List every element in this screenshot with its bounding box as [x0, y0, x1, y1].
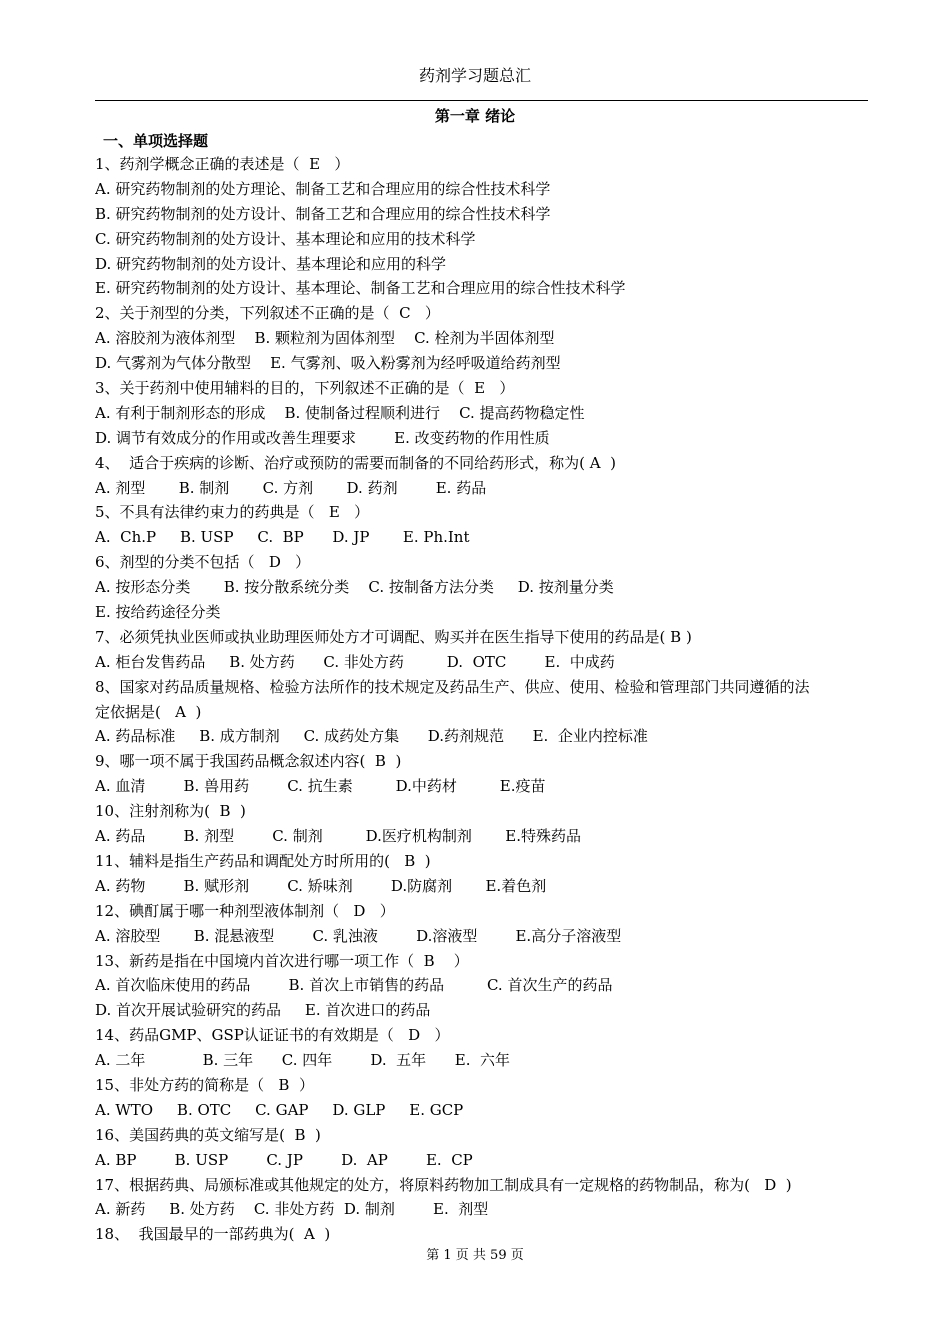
document-header-title: 药剂学习题总汇 — [418, 66, 531, 85]
text-line: 17、根据药典、局颁标准或其他规定的处方，将原料药物加工制成具有一定规格的药物制品，称为( D ) — [95, 1175, 792, 1194]
text-line: A. 首次临床使用的药品 B. 首次上市销售的药品 C. 首次生产的药品 — [95, 976, 613, 995]
text-line: 15、非处方药的简称是（ B ） — [95, 1075, 314, 1094]
text-line: 3、关于药剂中使用辅料的目的，下列叙述不正确的是（ E ） — [95, 379, 515, 398]
text-line: A. 新药 B. 处方药 C. 非处方药 D. 制剂 E. 剂型 — [95, 1200, 489, 1219]
text-line: 8、国家对药品质量规格、检验方法所作的技术规定及药品生产、供应、使用、检验和管理部门共同遵循的法 — [95, 677, 810, 696]
text-line: D. 气雾剂为气体分散型 E. 气雾剂、吸入粉雾剂为经呼吸道给药剂型 — [95, 354, 561, 373]
text-line: 2、关于剂型的分类，下列叙述不正确的是（ C ） — [95, 304, 440, 323]
text-line: A. 二年 B. 三年 C. 四年 D. 五年 E. 六年 — [95, 1051, 511, 1070]
text-line: A. 剂型 B. 制剂 C. 方剂 D. 药剂 E. 药品 — [95, 478, 487, 497]
text-line: A. Ch.P B. USP C. BP D. JP E. Ph.Int — [95, 528, 470, 547]
text-line: A. 溶胶剂为液体剂型 B. 颗粒剂为固体剂型 C. 栓剂为半固体剂型 — [95, 329, 555, 348]
text-line: 6、剂型的分类不包括（ D ） — [95, 553, 311, 572]
text-line: B. 研究药物制剂的处方设计、制备工艺和合理应用的综合性技术科学 — [95, 204, 551, 223]
text-line: 12、碘酊属于哪一种剂型液体制剂（ D ） — [95, 901, 395, 920]
text-line: 10、注射剂称为( B ) — [95, 802, 246, 821]
text-line: 18、 我国最早的一部药典为( A ) — [95, 1225, 331, 1244]
text-line: C. 研究药物制剂的处方设计、基本理论和应用的技术科学 — [95, 229, 476, 248]
text-line: 7、必须凭执业医师或执业助理医师处方才可调配、购买并在医生指导下使用的药品是( B ) — [95, 627, 692, 646]
text-line: A. 有利于制剂形态的形成 B. 使制备过程顺利进行 C. 提高药物稳定性 — [95, 403, 585, 422]
text-line: A. 研究药物制剂的处方理论、制备工艺和合理应用的综合性技术科学 — [95, 179, 551, 198]
text-line: 定依据是( A ) — [95, 702, 202, 721]
text-line: A. 药品 B. 剂型 C. 制剂 D.医疗机构制剂 E.特殊药品 — [95, 827, 581, 846]
text-line: A. 柜台发售药品 B. 处方药 C. 非处方药 D. OTC E. 中成药 — [95, 652, 615, 671]
text-line: D. 首次开展试验研究的药品 E. 首次进口的药品 — [95, 1001, 431, 1020]
page-footer: 第 1 页 共 59 页 — [426, 1248, 524, 1263]
text-line: A. 药品标准 B. 成方制剂 C. 成药处方集 D.药剂规范 E. 企业内控标准 — [95, 727, 648, 746]
text-line: 14、药品GMP、GSP认证证书的有效期是（ D ） — [95, 1026, 450, 1045]
text-line: D. 调节有效成分的作用或改善生理要求 E. 改变药物的作用性质 — [95, 428, 550, 447]
text-line: A. WTO B. OTC C. GAP D. GLP E. GCP — [95, 1100, 464, 1119]
text-line: 11、辅料是指生产药品和调配处方时所用的( B ) — [95, 851, 431, 870]
chapter-title: 第一章 绪论 — [434, 107, 516, 125]
text-line: A. 按形态分类 B. 按分散系统分类 C. 按制备方法分类 D. 按剂量分类 — [95, 578, 614, 597]
text-line: 4、 适合于疾病的诊断、治疗或预防的需要而制备的不同给药形式，称为( A ) — [95, 453, 616, 472]
text-line: A. BP B. USP C. JP D. AP E. CP — [95, 1150, 473, 1169]
text-line: A. 溶胶型 B. 混悬液型 C. 乳浊液 D.溶液型 E.高分子溶液型 — [95, 926, 622, 945]
text-line: 9、哪一项不属于我国药品概念叙述内容( B ) — [95, 752, 402, 771]
text-line: E. 按给药途径分类 — [95, 603, 221, 622]
header-divider — [95, 100, 868, 101]
section-title: 一、单项选择题 — [103, 132, 209, 150]
text-line: 16、美国药典的英文缩写是( B ) — [95, 1125, 321, 1144]
text-line: 5、不具有法律约束力的药典是（ E ） — [95, 503, 370, 522]
question-list — [95, 152, 870, 1247]
text-line: E. 研究药物制剂的处方设计、基本理论、制备工艺和合理应用的综合性技术科学 — [95, 279, 626, 298]
text-line: D. 研究药物制剂的处方设计、基本理论和应用的科学 — [95, 254, 447, 273]
text-line: A. 药物 B. 赋形剂 C. 矫味剂 D.防腐剂 E.着色剂 — [95, 876, 547, 895]
text-line: 1、药剂学概念正确的表述是（ E ） — [95, 155, 350, 173]
text-line: A. 血清 B. 兽用药 C. 抗生素 D.中药材 E.疫苗 — [95, 777, 546, 796]
text-line: 13、新药是指在中国境内首次进行哪一项工作（ B ） — [95, 951, 469, 970]
